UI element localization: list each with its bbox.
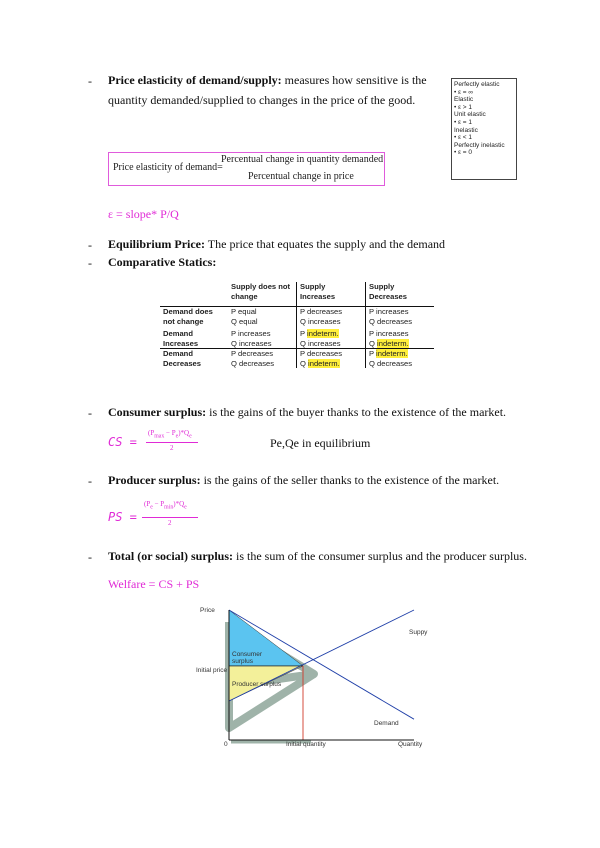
table-cell	[366, 326, 435, 349]
cs-formula-numerator	[148, 429, 192, 439]
cell-q: Q decreases	[231, 358, 275, 368]
equilibrium-line	[108, 234, 445, 254]
indeterminate-highlight: indeterm.	[376, 349, 408, 358]
legend-item: • ε > 1	[454, 103, 473, 111]
legend-item: • ε = ∞	[454, 88, 474, 96]
legend-item: • ε = 0	[454, 149, 473, 157]
row-header: Demand does not change	[160, 307, 228, 327]
table-cell	[366, 307, 435, 327]
y-axis-label: Price	[200, 607, 215, 614]
elasticity-term: Price elasticity of demand/supply:	[108, 73, 282, 87]
bullet-dash: -	[88, 74, 92, 88]
cs-formula	[108, 428, 203, 458]
fraction-bar	[142, 517, 198, 518]
bullet-dash: -	[88, 256, 92, 270]
frac-text: − P	[152, 500, 165, 508]
legend-item: • ε < 1	[454, 134, 473, 142]
cs-formula-denominator: 2	[170, 444, 174, 452]
formula-numerator: Percentual change in quantity demanded	[221, 154, 384, 165]
cell-q: Q decreases	[369, 358, 413, 368]
elasticity-line-1	[108, 70, 427, 90]
col-header: Supply does not change	[231, 282, 291, 301]
cell-p: P indeterm.	[369, 349, 408, 358]
origin-label: 0	[224, 741, 228, 748]
legend-item: Elastic	[454, 96, 474, 104]
fraction-bar	[146, 442, 198, 443]
table-cell	[228, 307, 297, 327]
consumer-desc: is the gains of the buyer thanks to the existence of the market.	[209, 405, 507, 419]
cs-formula-lhs: CS =	[108, 435, 137, 449]
cell-q: Q increases	[300, 316, 341, 326]
total-term: Total (or social) surplus:	[108, 549, 234, 563]
frac-text: − P	[164, 429, 176, 437]
total-desc: is the sum of the consumer surplus and the producer surplus.	[236, 549, 527, 563]
cell-p: P indeterm.	[300, 329, 339, 338]
elasticity-desc-2: quantity demanded/supplied to changes in the price of the good.	[108, 93, 416, 107]
elasticity-legend-box	[451, 78, 517, 180]
table-cell	[228, 349, 297, 369]
cell-q: Q decreases	[369, 316, 413, 326]
producer-line	[108, 470, 499, 490]
indeterminate-highlight: indeterm.	[377, 338, 409, 348]
elasticity-formula-box	[108, 152, 385, 186]
formula-denominator: Percentual change in price	[248, 171, 354, 182]
cell-q: Q indeterm.	[300, 358, 340, 368]
surplus-label-word: surplus	[232, 658, 253, 665]
surplus-chart-svg	[194, 604, 428, 750]
legend-item: • ε = 1	[454, 118, 473, 126]
equilibrium-term: Equilibrium Price:	[108, 237, 205, 251]
ps-formula-denominator: 2	[168, 519, 172, 527]
cell-q: Q increases	[231, 338, 272, 348]
producer-surplus-label: Producer surplus	[232, 681, 282, 688]
consumer-term: Consumer surplus:	[108, 405, 207, 419]
row-header: Demand Increases	[163, 329, 199, 348]
producer-term: Producer surplus:	[108, 473, 201, 487]
bullet-dash: -	[88, 406, 92, 420]
col-header: Supply Decreases	[366, 282, 435, 307]
frac-sub: e	[189, 433, 192, 440]
comparative-term: Comparative Statics:	[108, 255, 217, 269]
bullet-dash: -	[88, 550, 92, 564]
frac-text: )*Q	[173, 500, 185, 508]
welfare-equation: Welfare = CS + PS	[108, 577, 200, 591]
formula-lhs: Price elasticity of demand=	[113, 162, 223, 173]
x-axis-label: Quantity	[398, 741, 423, 748]
y-mark-label: Initial price	[196, 667, 228, 674]
indeterminate-highlight: indeterm.	[307, 329, 339, 338]
total-line	[108, 546, 527, 566]
surplus-chart	[194, 604, 428, 750]
supply-label: Suppy	[409, 629, 428, 636]
ps-formula-lhs: PS =	[108, 510, 137, 524]
demand-label: Demand	[374, 720, 399, 727]
frac-sub: min	[164, 504, 174, 511]
legend-item: Inelastic	[454, 126, 478, 134]
consumer-label-word: Consumer	[232, 651, 262, 658]
elasticity-equation: ε = slope* P/Q	[108, 207, 179, 221]
cell-p: P increases	[231, 329, 271, 338]
table-cell	[297, 326, 366, 349]
indeterminate-highlight: indeterm.	[308, 358, 340, 368]
legend-item: Perfectly inelastic	[454, 141, 505, 149]
ps-formula	[108, 498, 203, 528]
table-cell	[366, 349, 435, 369]
table-cell	[297, 349, 366, 369]
frac-sub: e	[150, 504, 153, 511]
row-header: Demand Decreases	[160, 349, 228, 369]
bullet-dash: -	[88, 238, 92, 252]
frac-text: )*Q	[178, 429, 190, 437]
col-header: Supply Increases	[297, 282, 366, 307]
cell-p: P equal	[231, 307, 257, 316]
producer-desc: is the gains of the seller thanks to the existence of the market.	[203, 473, 500, 487]
x-mark-label: Initial quantity	[286, 741, 326, 748]
legend-item: Unit elastic	[454, 111, 486, 119]
cell-p: P increases	[369, 329, 409, 338]
frac-sub: e	[184, 504, 187, 511]
elasticity-desc-1: measures how sensitive is the	[284, 73, 427, 87]
comparative-statics-table	[160, 282, 434, 368]
cell-p: P increases	[369, 307, 409, 316]
frac-text: (P	[148, 429, 155, 437]
cell-q: Q indeterm.	[369, 338, 409, 348]
comparative-line	[108, 252, 216, 272]
cell-p: P decreases	[300, 307, 343, 316]
consumer-line	[108, 402, 506, 422]
cell-q: Q increases	[300, 338, 341, 348]
frac-sub: e	[175, 433, 179, 440]
table-cell	[297, 307, 366, 327]
equilibrium-desc: The price that equates the supply and the demand	[207, 237, 446, 251]
frac-text: (P	[144, 500, 151, 508]
bullet-dash: -	[88, 474, 92, 488]
equilibrium-note: Pe,Qe in equilibrium	[270, 436, 371, 450]
cell-p: P decreases	[231, 349, 274, 358]
cell-q: Q equal	[231, 316, 258, 326]
ps-formula-numerator	[144, 500, 187, 510]
legend-item: Perfectly elastic	[454, 81, 500, 88]
frac-sub: max	[154, 433, 165, 440]
table-cell	[228, 326, 297, 349]
cell-p: P decreases	[300, 349, 343, 358]
